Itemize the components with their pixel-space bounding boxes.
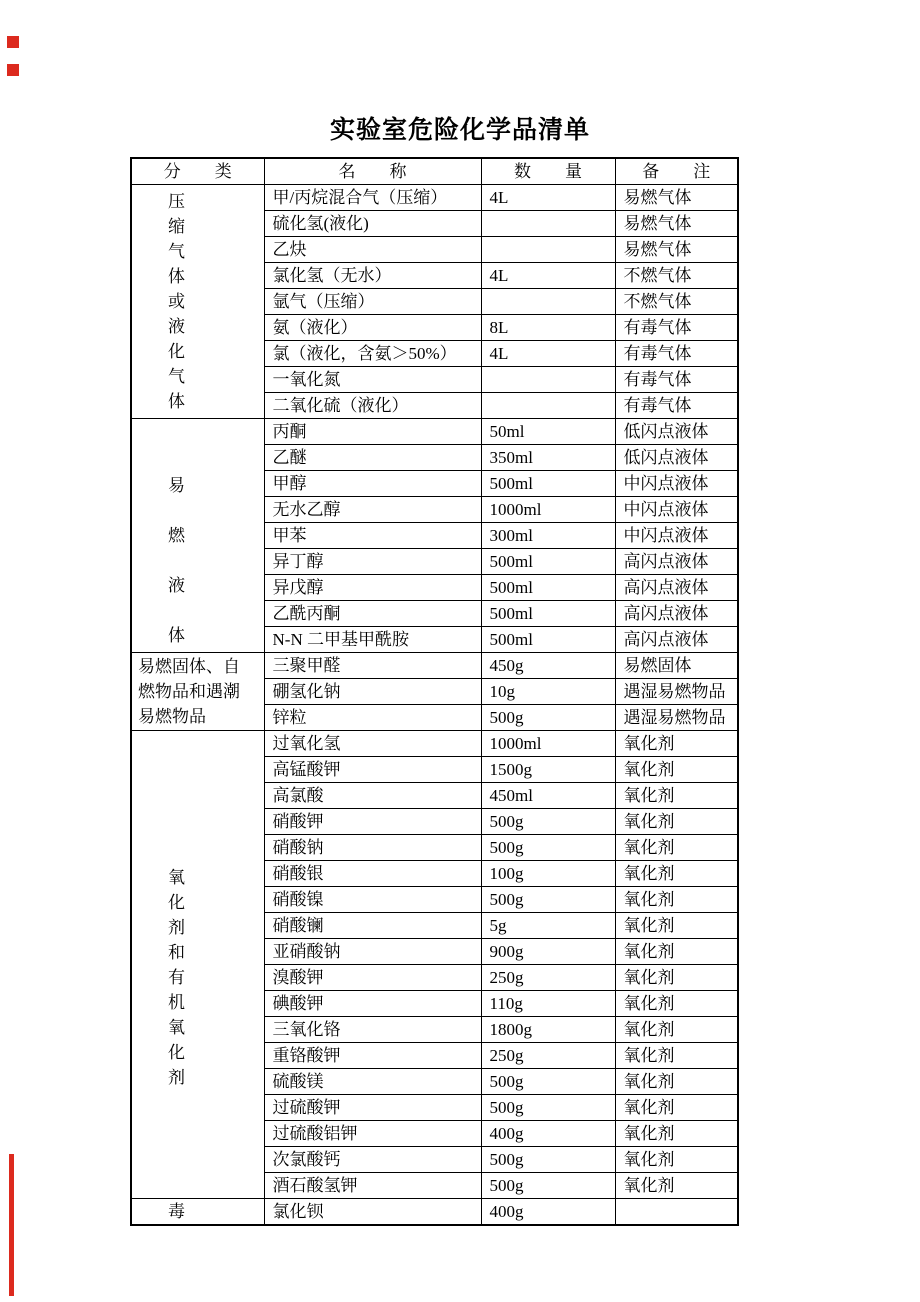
category-line: 易燃物品 bbox=[138, 707, 206, 726]
remark-cell: 氧化剂 bbox=[615, 757, 738, 783]
header-cell-remark: 备 注 bbox=[615, 158, 738, 185]
quantity-cell: 250g bbox=[481, 1043, 615, 1069]
quantity-cell: 10g bbox=[481, 679, 615, 705]
category-line bbox=[132, 740, 264, 765]
category-line bbox=[132, 1140, 264, 1165]
quantity-cell: 500ml bbox=[481, 575, 615, 601]
remark-cell: 氧化剂 bbox=[615, 835, 738, 861]
quantity-cell bbox=[481, 211, 615, 237]
remark-cell: 氧化剂 bbox=[615, 1121, 738, 1147]
remark-cell: 不燃气体 bbox=[615, 289, 738, 315]
quantity-cell: 1000ml bbox=[481, 731, 615, 757]
quantity-cell bbox=[481, 237, 615, 263]
name-cell: 硫化氢(液化) bbox=[264, 211, 481, 237]
name-cell: 溴酸钾 bbox=[264, 965, 481, 991]
remark-cell: 氧化剂 bbox=[615, 939, 738, 965]
category-line: 化 bbox=[168, 1042, 185, 1062]
name-cell: 高氯酸 bbox=[264, 783, 481, 809]
category-line: 化 bbox=[168, 892, 185, 912]
category-line bbox=[132, 498, 264, 523]
category-line: 或 bbox=[168, 292, 185, 311]
category-line: 毒 bbox=[168, 1202, 185, 1221]
category-line: 燃物品和遇潮 bbox=[138, 682, 240, 701]
category-cell bbox=[131, 419, 264, 653]
quantity-cell: 4L bbox=[481, 185, 615, 211]
name-cell: 亚硝酸钠 bbox=[264, 939, 481, 965]
remark-cell: 有毒气体 bbox=[615, 367, 738, 393]
name-cell: 丙酮 bbox=[264, 419, 481, 445]
category-line: 体 bbox=[168, 626, 185, 645]
category-line: 体 bbox=[168, 392, 185, 411]
remark-cell: 有毒气体 bbox=[615, 315, 738, 341]
quantity-cell: 900g bbox=[481, 939, 615, 965]
remark-cell: 氧化剂 bbox=[615, 1017, 738, 1043]
category-line: 剂 bbox=[168, 917, 185, 937]
quantity-cell: 500g bbox=[481, 835, 615, 861]
name-cell: 次氯酸钙 bbox=[264, 1147, 481, 1173]
name-cell: 三聚甲醛 bbox=[264, 653, 481, 679]
category-line bbox=[132, 1090, 264, 1115]
name-cell: 乙炔 bbox=[264, 237, 481, 263]
remark-cell: 不燃气体 bbox=[615, 263, 738, 289]
quantity-cell: 50ml bbox=[481, 419, 615, 445]
quantity-cell: 8L bbox=[481, 315, 615, 341]
category-line bbox=[132, 840, 264, 865]
name-cell: 锌粒 bbox=[264, 705, 481, 731]
page-title: 实验室危险化学品清单 bbox=[329, 117, 590, 144]
name-cell: 酒石酸氢钾 bbox=[264, 1173, 481, 1199]
quantity-cell: 300ml bbox=[481, 523, 615, 549]
table-row bbox=[131, 1199, 738, 1226]
remark-cell: 有毒气体 bbox=[615, 393, 738, 419]
remark-cell: 易燃气体 bbox=[615, 237, 738, 263]
quantity-cell: 500ml bbox=[481, 627, 615, 653]
remark-cell: 高闪点液体 bbox=[615, 627, 738, 653]
remark-cell: 氧化剂 bbox=[615, 783, 738, 809]
quantity-cell: 4L bbox=[481, 263, 615, 289]
category-line bbox=[132, 423, 264, 448]
name-cell: 硼氢化钠 bbox=[264, 679, 481, 705]
category-line: 气 bbox=[168, 242, 185, 261]
category-line bbox=[132, 1165, 264, 1190]
remark-cell: 有毒气体 bbox=[615, 341, 738, 367]
name-cell: 硫酸镁 bbox=[264, 1069, 481, 1095]
category-line: 气 bbox=[168, 367, 185, 386]
quantity-cell: 500g bbox=[481, 1147, 615, 1173]
name-cell: 无水乙醇 bbox=[264, 497, 481, 523]
name-cell: 异丁醇 bbox=[264, 549, 481, 575]
quantity-cell: 1500g bbox=[481, 757, 615, 783]
category-line bbox=[132, 765, 264, 790]
remark-cell: 氧化剂 bbox=[615, 1147, 738, 1173]
quantity-cell bbox=[481, 393, 615, 419]
name-cell: 一氧化氮 bbox=[264, 367, 481, 393]
quantity-cell: 350ml bbox=[481, 445, 615, 471]
remark-cell: 氧化剂 bbox=[615, 1043, 738, 1069]
quantity-cell: 500g bbox=[481, 887, 615, 913]
name-cell: 氯（液化，含氨＞50%） bbox=[264, 341, 481, 367]
red-annotation-square-2 bbox=[7, 64, 19, 76]
name-cell: 三氧化铬 bbox=[264, 1017, 481, 1043]
category-line: 化 bbox=[168, 342, 185, 361]
remark-cell: 氧化剂 bbox=[615, 861, 738, 887]
category-line bbox=[132, 1115, 264, 1140]
header-row bbox=[131, 158, 738, 185]
quantity-cell bbox=[481, 289, 615, 315]
category-line: 氧 bbox=[168, 1017, 185, 1037]
remark-cell: 氧化剂 bbox=[615, 1069, 738, 1095]
category-line bbox=[132, 598, 264, 623]
chemicals-table bbox=[130, 157, 739, 1226]
table-row bbox=[131, 419, 738, 445]
quantity-cell: 250g bbox=[481, 965, 615, 991]
quantity-cell: 500ml bbox=[481, 471, 615, 497]
name-cell: 氯化氢（无水） bbox=[264, 263, 481, 289]
remark-cell: 氧化剂 bbox=[615, 965, 738, 991]
category-line: 液 bbox=[168, 317, 185, 336]
red-annotation-bar bbox=[9, 1154, 14, 1296]
red-annotation-square-1 bbox=[7, 36, 19, 48]
name-cell: 过硫酸钾 bbox=[264, 1095, 481, 1121]
quantity-cell: 5g bbox=[481, 913, 615, 939]
name-cell: 硝酸镍 bbox=[264, 887, 481, 913]
remark-cell: 高闪点液体 bbox=[615, 601, 738, 627]
quantity-cell: 500g bbox=[481, 809, 615, 835]
category-line: 机 bbox=[168, 992, 185, 1012]
quantity-cell: 500g bbox=[481, 705, 615, 731]
table-row bbox=[131, 731, 738, 757]
quantity-cell: 1000ml bbox=[481, 497, 615, 523]
quantity-cell: 4L bbox=[481, 341, 615, 367]
category-line: 易 bbox=[168, 476, 185, 495]
remark-cell: 易燃气体 bbox=[615, 211, 738, 237]
name-cell: 甲醇 bbox=[264, 471, 481, 497]
quantity-cell: 400g bbox=[481, 1121, 615, 1147]
category-line bbox=[132, 448, 264, 473]
name-cell: 过硫酸铝钾 bbox=[264, 1121, 481, 1147]
remark-cell: 氧化剂 bbox=[615, 809, 738, 835]
name-cell: N-N 二甲基甲酰胺 bbox=[264, 627, 481, 653]
category-cell bbox=[131, 1199, 264, 1226]
category-line: 体 bbox=[168, 267, 185, 286]
quantity-cell: 110g bbox=[481, 991, 615, 1017]
remark-cell: 中闪点液体 bbox=[615, 523, 738, 549]
category-line: 易燃固体、自 bbox=[138, 657, 240, 676]
name-cell: 过氧化氢 bbox=[264, 731, 481, 757]
remark-cell: 氧化剂 bbox=[615, 913, 738, 939]
category-line bbox=[132, 548, 264, 573]
quantity-cell: 1800g bbox=[481, 1017, 615, 1043]
name-cell: 甲/丙烷混合气（压缩） bbox=[264, 185, 481, 211]
remark-cell: 低闪点液体 bbox=[615, 419, 738, 445]
remark-cell: 氧化剂 bbox=[615, 731, 738, 757]
category-cell bbox=[131, 653, 264, 731]
table-row bbox=[131, 185, 738, 211]
header-cell-category: 分 类 bbox=[131, 158, 264, 185]
remark-cell bbox=[615, 1199, 738, 1226]
quantity-cell: 500ml bbox=[481, 601, 615, 627]
name-cell: 氨（液化） bbox=[264, 315, 481, 341]
remark-cell: 氧化剂 bbox=[615, 1173, 738, 1199]
category-line: 有 bbox=[168, 967, 185, 987]
category-cell bbox=[131, 731, 264, 1199]
category-line: 剂 bbox=[168, 1067, 185, 1087]
quantity-cell: 500g bbox=[481, 1095, 615, 1121]
name-cell: 硝酸钾 bbox=[264, 809, 481, 835]
remark-cell: 高闪点液体 bbox=[615, 575, 738, 601]
quantity-cell: 400g bbox=[481, 1199, 615, 1226]
remark-cell: 氧化剂 bbox=[615, 991, 738, 1017]
name-cell: 硝酸镧 bbox=[264, 913, 481, 939]
name-cell: 乙酰丙酮 bbox=[264, 601, 481, 627]
remark-cell: 低闪点液体 bbox=[615, 445, 738, 471]
quantity-cell: 500ml bbox=[481, 549, 615, 575]
remark-cell: 易燃气体 bbox=[615, 185, 738, 211]
remark-cell: 易燃固体 bbox=[615, 653, 738, 679]
name-cell: 氯化钡 bbox=[264, 1199, 481, 1226]
name-cell: 高锰酸钾 bbox=[264, 757, 481, 783]
category-line: 燃 bbox=[168, 526, 185, 545]
category-line: 压 bbox=[168, 192, 185, 211]
category-cell bbox=[131, 185, 264, 419]
name-cell: 氩气（压缩） bbox=[264, 289, 481, 315]
category-line bbox=[132, 790, 264, 815]
header-cell-quantity: 数 量 bbox=[481, 158, 615, 185]
name-cell: 碘酸钾 bbox=[264, 991, 481, 1017]
remark-cell: 高闪点液体 bbox=[615, 549, 738, 575]
remark-cell: 氧化剂 bbox=[615, 887, 738, 913]
category-line: 氧 bbox=[168, 867, 185, 887]
category-line: 和 bbox=[168, 942, 185, 962]
quantity-cell: 100g bbox=[481, 861, 615, 887]
category-line: 液 bbox=[168, 576, 185, 595]
remark-cell: 遇湿易燃物品 bbox=[615, 679, 738, 705]
quantity-cell: 450ml bbox=[481, 783, 615, 809]
quantity-cell bbox=[481, 367, 615, 393]
remark-cell: 遇湿易燃物品 bbox=[615, 705, 738, 731]
quantity-cell: 500g bbox=[481, 1069, 615, 1095]
table-row bbox=[131, 653, 738, 679]
name-cell: 乙醚 bbox=[264, 445, 481, 471]
name-cell: 二氧化硫（液化） bbox=[264, 393, 481, 419]
name-cell: 硝酸钠 bbox=[264, 835, 481, 861]
remark-cell: 中闪点液体 bbox=[615, 497, 738, 523]
quantity-cell: 500g bbox=[481, 1173, 615, 1199]
quantity-cell: 450g bbox=[481, 653, 615, 679]
name-cell: 异戊醇 bbox=[264, 575, 481, 601]
name-cell: 甲苯 bbox=[264, 523, 481, 549]
name-cell: 重铬酸钾 bbox=[264, 1043, 481, 1069]
category-line bbox=[132, 815, 264, 840]
category-line: 缩 bbox=[168, 217, 185, 236]
remark-cell: 氧化剂 bbox=[615, 1095, 738, 1121]
header-cell-name: 名 称 bbox=[264, 158, 481, 185]
name-cell: 硝酸银 bbox=[264, 861, 481, 887]
remark-cell: 中闪点液体 bbox=[615, 471, 738, 497]
